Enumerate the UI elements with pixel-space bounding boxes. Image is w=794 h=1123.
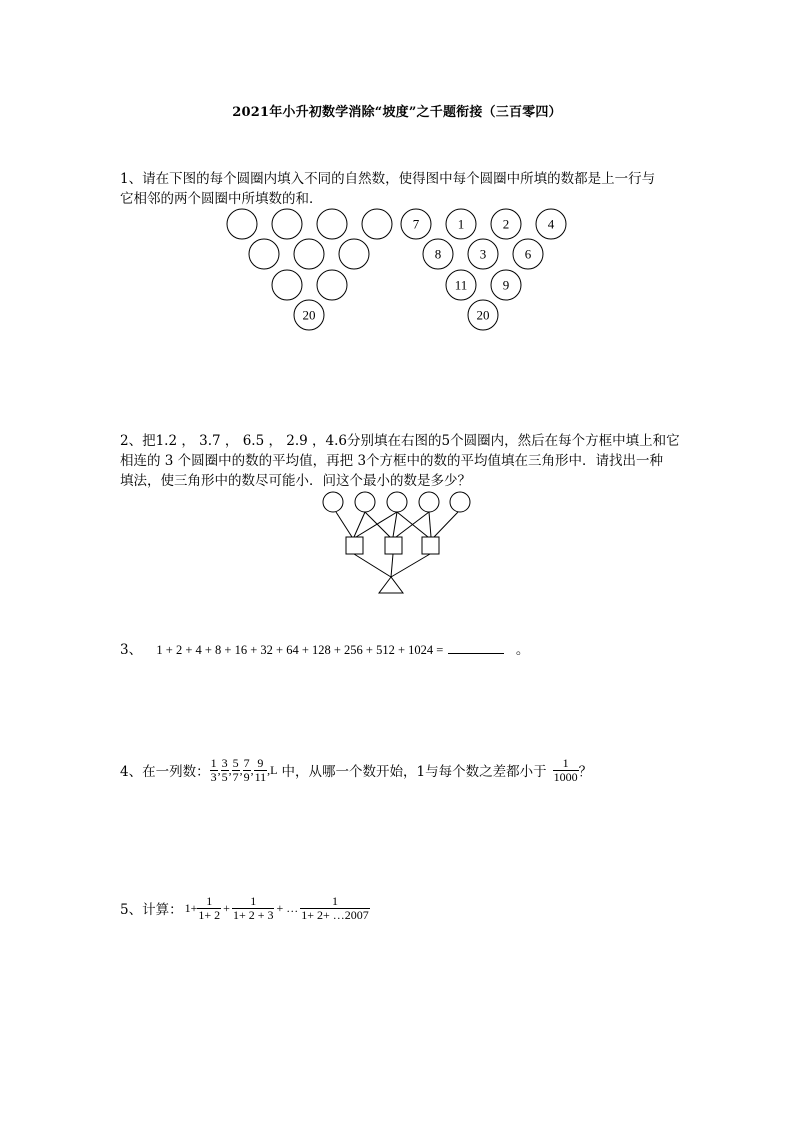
fraction: $\frac{1}{3}$ [210, 755, 217, 784]
lead-term: 1+ [184, 900, 198, 915]
question-4: 4、在一列数： $\frac{1}{3}$ , $\frac{3}{5}$ , $\frac{5}{7}$ , $\frac{7}{9}$ , $\frac{9}{11}$ , L 中，从哪一个数开始，1与每个数之差都小于 $\frac{1}{1000}$ ？ [120, 755, 593, 784]
circle-number: 2 [502, 216, 510, 232]
input-circle [355, 492, 375, 512]
question-4-prefix: 4、在一列数： [120, 764, 210, 780]
ellipsis-symbol: L [270, 762, 278, 777]
circle-number: 6 [524, 246, 532, 262]
fraction-term: $\frac{1}{1+ 2}$ [198, 893, 221, 922]
question-3-suffix: 。 [515, 642, 530, 658]
question-5 [120, 888, 370, 928]
question-1-line-2: 它相邻的两个圆圈中所填数的和． [120, 191, 323, 207]
question-4-suffix: ？ [578, 764, 593, 780]
fraction: $\frac{3}{5}$ [221, 755, 228, 784]
circle-number: 11 [454, 277, 468, 293]
question-3-prefix: 3、 [120, 642, 143, 658]
plus-sign: + [223, 900, 230, 915]
circle-number: 7 [412, 216, 420, 232]
fraction-term: $\frac{1}{1+ 2 + 3}$ [232, 893, 274, 922]
input-circle [450, 492, 470, 512]
fraction: $\frac{5}{7}$ [232, 755, 239, 784]
target-fraction: $\frac{1}{1000}$ [553, 755, 578, 784]
input-circle [387, 492, 407, 512]
question-2-line-1: 2、把1.2 ， 3.7 ， 6.5 ， 2.9 ，4.6分别填在右图的5个圆圈内，然后在每个方框中填上和它 [120, 433, 680, 449]
result-triangle [379, 577, 403, 593]
question-3-expression: 1 + 2 + 4 + 8 + 16 + 32 + 64 + 128 + 256 + 512 + 1024 = [156, 643, 444, 657]
question-2-line-3: 填法，使三角形中的数尽可能小．问这个最小的数是多少？ [120, 473, 471, 489]
average-box [346, 537, 363, 554]
question-5-prefix: 5、计算： [120, 902, 183, 918]
answer-blank [448, 641, 504, 654]
circle-number: 3 [479, 246, 487, 262]
question-2-line-2: 相连的 3 个圆圈中的数的平均值，再把 3个方框中的数的平均值填在三角形中．请找出一种 [120, 453, 664, 469]
question-3 [120, 638, 529, 658]
circle-number: 8 [434, 246, 442, 262]
fraction: $\frac{7}{9}$ [243, 755, 250, 784]
question-4-middle: 中，从哪一个数开始，1与每个数之差都小于 [281, 764, 547, 780]
page-title: 2021年小升初数学消除“坡度”之千题衔接（三百零四） [232, 105, 562, 120]
average-box [385, 537, 402, 554]
input-circle [323, 492, 343, 512]
input-circle [419, 492, 439, 512]
right-bottom-number: 20 [476, 307, 490, 323]
fraction-term: $\frac{1}{1+ 2+ \dots 2007}$ [301, 893, 369, 922]
left-bottom-number: 20 [302, 307, 316, 323]
plus-ellipsis: + … [276, 900, 299, 915]
circle-number: 4 [547, 216, 555, 232]
question-1-line-1: 1、请在下图的每个圆圈内填入不同的自然数，使得图中每个圆圈中所填的数都是上一行与 [120, 171, 656, 187]
fraction: $\frac{9}{11}$ [254, 755, 267, 784]
circle-number: 1 [457, 216, 465, 232]
circle-number: 9 [502, 277, 510, 293]
average-box [422, 537, 439, 554]
